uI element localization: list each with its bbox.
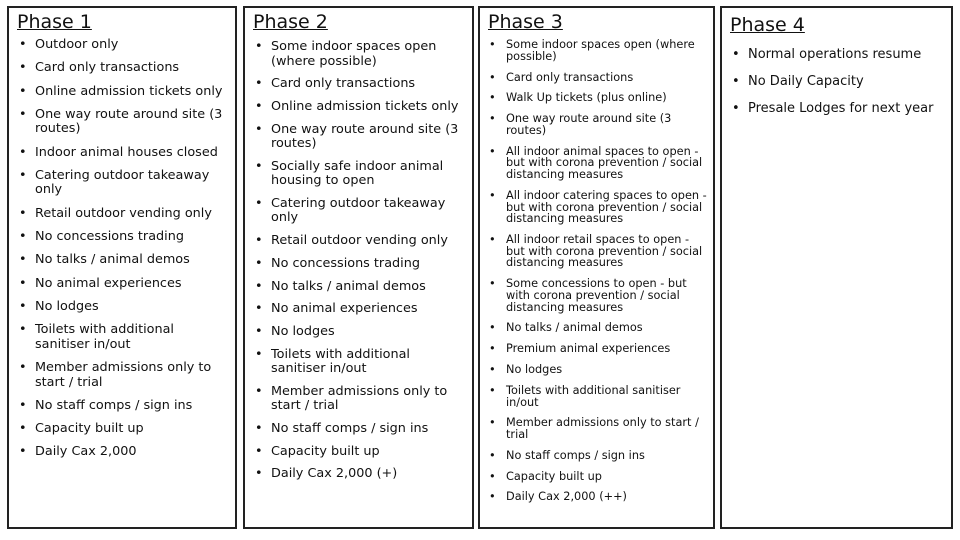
list-item: • No talks / animal demos [17,253,229,268]
list-item: • No staff comps / sign ins [488,450,707,462]
list-item: • Online admission tickets only [17,85,229,100]
phase-2-title: Phase 2 [253,11,328,33]
list-item: • Daily Cax 2,000 [17,445,229,460]
list-item: • Card only transactions [488,72,707,84]
list-item: • Capacity built up [17,422,229,437]
list-item: • Retail outdoor vending only [253,234,466,249]
list-item: • No lodges [253,325,466,340]
list-item: • No talks / animal demos [253,280,466,295]
list-item: • Walk Up tickets (plus online) [488,92,707,104]
list-item: • Card only transactions [17,61,229,76]
list-item: • Normal operations resume [730,48,945,62]
list-item: • All indoor retail spaces to open - but with corona prevention / social distancing measures [488,234,707,269]
phase-1-column [7,6,237,529]
list-item: • No animal experiences [253,302,466,317]
list-item: • One way route around site (3 routes) [253,123,466,152]
phase-1-list [17,38,229,460]
list-item: • No concessions trading [17,230,229,245]
phase-4-column [720,6,953,529]
list-item: • Daily Cax 2,000 (++) [488,491,707,503]
list-item: • No lodges [488,364,707,376]
list-item: • Member admissions only to start / trial [253,385,466,414]
list-item: • Catering outdoor takeaway only [17,169,229,198]
list-item: • Some indoor spaces open (where possible) [488,39,707,62]
list-item: • All indoor animal spaces to open - but with corona prevention / social distancing measures [488,146,707,181]
list-item: • Outdoor only [17,38,229,53]
list-item: • Catering outdoor takeaway only [253,197,466,226]
phase-2-list [253,40,466,482]
list-item: • All indoor catering spaces to open - but with corona prevention / social distancing measures [488,190,707,225]
phase-1-title: Phase 1 [17,11,92,33]
phase-4-title: Phase 4 [730,14,805,36]
phase-3-list [488,39,707,503]
list-item: • Member admissions only to start / trial [488,417,707,440]
list-item: • Some indoor spaces open (where possible) [253,40,466,69]
list-item: • Toilets with additional sanitiser in/out [17,323,229,352]
list-item: • Retail outdoor vending only [17,207,229,222]
list-item: • Socially safe indoor animal housing to open [253,160,466,189]
list-item: • Toilets with additional sanitiser in/out [253,348,466,377]
list-item: • No lodges [17,300,229,315]
list-item: • Presale Lodges for next year [730,102,945,116]
list-item: • One way route around site (3 routes) [17,108,229,137]
phase-2-column [243,6,474,529]
phase-3-column [478,6,715,529]
list-item: • No Daily Capacity [730,75,945,89]
phase-4-list [730,48,945,116]
list-item: • No concessions trading [253,257,466,272]
list-item: • Card only transactions [253,77,466,92]
list-item: • Capacity built up [488,471,707,483]
list-item: • No staff comps / sign ins [17,399,229,414]
list-item: • Toilets with additional sanitiser in/out [488,385,707,408]
list-item: • One way route around site (3 routes) [488,113,707,136]
list-item: • Member admissions only to start / trial [17,361,229,390]
list-item: • Daily Cax 2,000 (+) [253,467,466,482]
phase-3-title: Phase 3 [488,11,563,33]
list-item: • Premium animal experiences [488,343,707,355]
list-item: • Some concessions to open - but with corona prevention / social distancing measures [488,278,707,313]
list-item: • No staff comps / sign ins [253,422,466,437]
list-item: • No talks / animal demos [488,322,707,334]
list-item: • Capacity built up [253,445,466,460]
list-item: • No animal experiences [17,277,229,292]
list-item: • Indoor animal houses closed [17,146,229,161]
list-item: • Online admission tickets only [253,100,466,115]
